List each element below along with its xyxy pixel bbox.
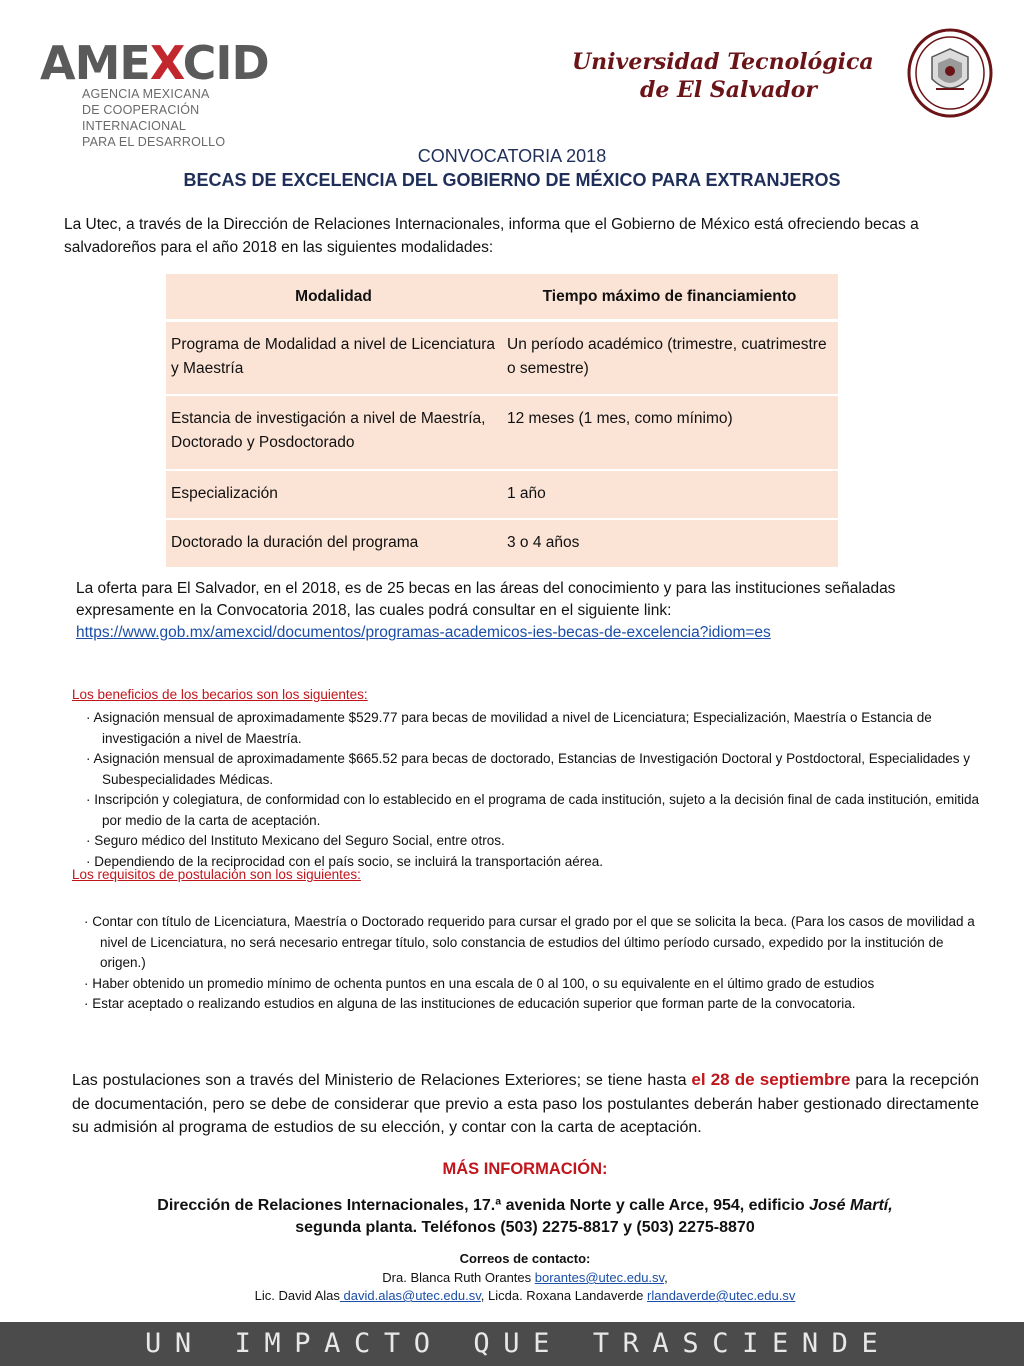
table-cell: Especialización [171, 485, 278, 502]
utec-name-line1: Universidad Tecnológica [572, 49, 874, 75]
postulaciones-paragraph [72, 1068, 979, 1140]
convocatoria-link[interactable]: https://www.gob.mx/amexcid/documentos/programas-academicos-ies-becas-de-excelencia?idiom=es [76, 624, 771, 641]
correos-line2 [0, 1287, 1024, 1305]
table-cell: 3 o 4 años [507, 534, 580, 551]
contact-address [0, 1195, 1024, 1239]
table-row [166, 471, 838, 520]
amexcid-word-x: X [149, 36, 183, 90]
list-item: · Estar aceptado o realizando estudios en alguna de las instituciones de educación superior que forman parte de la convocatoria. [84, 996, 856, 1011]
contact-name: Dra. Blanca Ruth Orantes [382, 1270, 535, 1285]
table-cell: Programa de Modalidad a nivel de Licenciatura y Maestría [171, 336, 495, 377]
deadline-date: el 28 de septiembre [691, 1070, 851, 1089]
postulaciones-text-before: Las postulaciones son a través del Ministerio de Relaciones Exteriores; se tiene hasta [72, 1072, 692, 1089]
amexcid-subtitle [82, 86, 290, 150]
email-link[interactable]: david.alas@utec.edu.sv [339, 1288, 481, 1303]
footer-slogan: UN IMPACTO QUE TRASCIENDE [145, 1328, 892, 1359]
modalidades-table [166, 274, 838, 569]
email-link[interactable]: borantes@utec.edu.sv [534, 1270, 665, 1285]
separator: , [664, 1270, 668, 1285]
table-header-row [166, 274, 838, 322]
table-row [166, 396, 838, 471]
contact-name: , Licda. Roxana Landaverde [480, 1288, 648, 1303]
contact-line1-text: Dirección de Relaciones Internacionales, 17.ª avenida Norte y calle Arce, 954, edificio [157, 1197, 810, 1214]
list-item: · Seguro médico del Instituto Mexicano del Seguro Social, entre otros. [86, 833, 505, 848]
title-line2: BECAS DE EXCELENCIA DEL GOBIERNO DE MÉXICO PARA EXTRANJEROS [183, 170, 841, 190]
utec-name-line2: de El Salvador [640, 77, 818, 103]
table-header-cell: Modalidad [295, 287, 372, 305]
mas-informacion-title: MÁS INFORMACIÓN: [442, 1160, 608, 1178]
amexcid-sub-line2: DE COOPERACIÓN INTERNACIONAL [82, 103, 200, 133]
amexcid-wordmark [40, 36, 269, 90]
list-item: · Haber obtenido un promedio mínimo de ochenta puntos en una escala de 0 al 100, o su equivalente en el último grado de estudios [84, 975, 875, 991]
requisitos-title: Los requisitos de postulación son los siguientes: [72, 867, 361, 882]
utec-seal-icon [906, 27, 994, 119]
postulaciones-text-after: para la recepción de documentación, pero se debe de considerar que previo a esta paso los postulantes deberán haber gestionado directamente su admisión al programa de estudios de su elección, y contar con la carta de aceptación. [72, 1072, 980, 1136]
oferta-text: La oferta para El Salvador, en el 2018, es de 25 becas en las áreas del conocimiento y para las instituciones señaladas expresamente en la Convocatoria 2018, las cuales podrá consultar en el siguiente link: [76, 580, 896, 619]
beneficios-title: Los beneficios de los becarios son los siguientes: [72, 687, 368, 702]
intro-paragraph: La Utec, a través de la Dirección de Relaciones Internacionales, informa que el Gobierno de México está ofreciendo becas a salvadoreños para el año 2018 en las siguientes modalidades: [64, 216, 919, 256]
beneficios-list [86, 708, 986, 872]
correos-title: Correos de contacto: [459, 1251, 591, 1266]
table-row [166, 520, 838, 569]
list-item: · Asignación mensual de aproximadamente $665.52 para becas de doctorado, Estancias de Investigación Doctoral y Postdoctoral, Especialidades y Subespecialidades Médicas. [86, 751, 971, 787]
correos-list [0, 1269, 1024, 1305]
amexcid-sub-line1: AGENCIA MEXICANA [82, 87, 210, 101]
correos-line1 [0, 1269, 1024, 1287]
table-row [166, 322, 838, 396]
table-cell: Estancia de investigación a nivel de Maestría, Doctorado y Posdoctorado [171, 410, 486, 451]
list-item: · Asignación mensual de aproximadamente $529.77 para becas de movilidad a nivel de Licenciatura; Especialización, Maestría o Estancia de investigación a nivel de Maestría. [86, 710, 932, 746]
table-cell: 1 año [507, 485, 546, 502]
table-cell: 12 meses (1 mes, como mínimo) [507, 410, 733, 427]
amexcid-logo [40, 36, 290, 149]
table-header-cell: Tiempo máximo de financiamiento [542, 287, 797, 305]
list-item: · Inscripción y colegiatura, de conformidad con lo establecido en el programa de cada institución, sujeto a la decisión final de cada institución, emitida por medio de la carta de aceptación. [86, 792, 980, 828]
email-link[interactable]: rlandaverde@utec.edu.sv [647, 1288, 796, 1303]
contact-name: Lic. David Alas [254, 1288, 340, 1303]
header [0, 0, 1024, 149]
list-item: · Contar con título de Licenciatura, Maestría o Doctorado requerido para cursar el grado por el que se solicita la beca. (Para los casos de movilidad a nivel de Licenciatura, no será necesario entregar título, solo constancia de estudios del último período cursado, expedido por la institución de origen.) [84, 914, 975, 970]
list-item: · Dependiendo de la reciprocidad con el país socio, se incluirá la transportación aérea. [86, 853, 604, 869]
contact-line2: segunda planta. Teléfonos (503) 2275-8817 y (503) 2275-8870 [295, 1219, 755, 1236]
oferta-paragraph [76, 578, 956, 644]
amexcid-sub-line3: PARA EL DESARROLLO [82, 135, 226, 149]
contact-building-name: José Martí, [809, 1197, 893, 1214]
requisitos-list [84, 912, 984, 1015]
footer-banner [0, 1322, 1024, 1366]
amexcid-word-a: AME [40, 36, 150, 90]
title-line1: CONVOCATORIA 2018 [417, 146, 607, 166]
contact-line1 [0, 1195, 1024, 1217]
utec-logo-text [572, 48, 902, 104]
table-cell: Doctorado la duración del programa [171, 534, 419, 551]
table-cell: Un período académico (trimestre, cuatrimestre o semestre) [507, 336, 827, 377]
amexcid-word-b: CID [182, 36, 269, 90]
